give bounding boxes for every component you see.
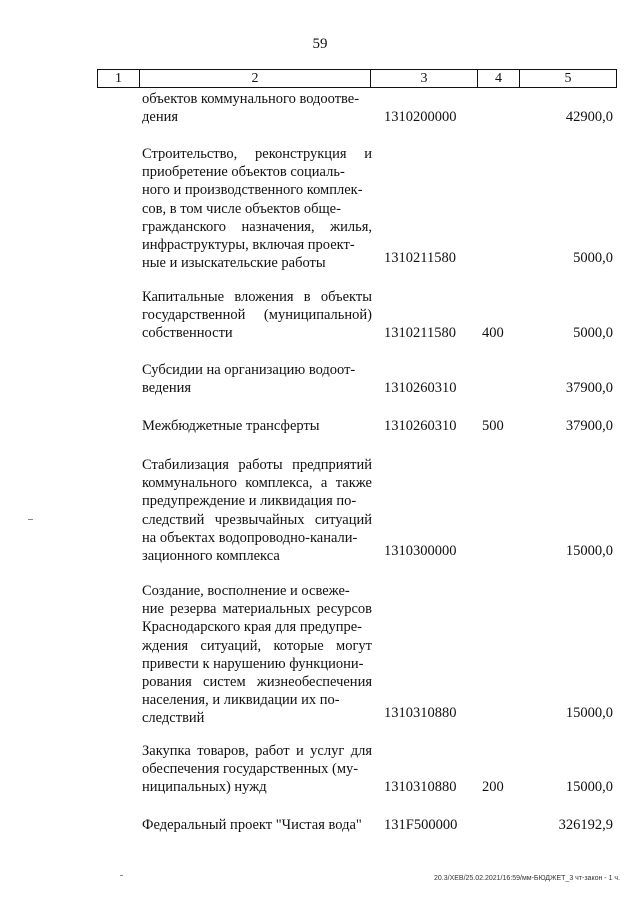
column-header-1: 1 <box>98 70 140 88</box>
row-code: 1310200000 <box>384 108 457 125</box>
column-header-2: 2 <box>140 70 371 88</box>
column-header-3: 3 <box>371 70 478 88</box>
row-amount: 42900,0 <box>565 108 613 125</box>
row-code: 1310211580 <box>384 249 456 266</box>
row-amount: 5000,0 <box>573 324 613 341</box>
row-description: объектов коммунального водоотве- дения <box>142 91 360 126</box>
row-amount: 15000,0 <box>565 542 613 559</box>
column-header-4: 4 <box>478 70 520 88</box>
table-row <box>0 816 640 834</box>
table-row <box>0 742 640 796</box>
margin-mark <box>28 519 33 520</box>
row-amount: 15000,0 <box>565 704 613 721</box>
row-expense-type: 500 <box>482 417 504 434</box>
row-code: 1310310880 <box>384 704 457 721</box>
row-description: Закупка товаров, работ и услуг для обеспечения государственных (му- ниципальных) нужд <box>142 743 372 796</box>
row-code: 1310300000 <box>384 542 457 559</box>
table-row <box>0 456 640 565</box>
row-amount: 37900,0 <box>565 379 613 396</box>
row-code: 1310211580 <box>384 324 456 341</box>
column-header-table <box>97 69 617 88</box>
row-amount: 15000,0 <box>565 778 613 795</box>
document-footer: 20.3/ХЕВ/25.02.2021/16:59/мм-БЮДЖЕТ_3 чт-закон - 1 ч. <box>434 875 620 882</box>
row-description: Создание, восполнение и освеже- ние резерва материальных ресурсов Краснодарского края для предупре- ждения ситуаций, которые могут привести к нарушению функциони- рования систем жизнеобеспечения населения, и ликвидации их по- следствий <box>142 583 372 727</box>
row-expense-type: 200 <box>482 778 504 795</box>
row-description: Строительство, реконструкция и приобретение объектов социаль- ного и производственного комплек- сов, в том числе объектов обще- гражданского назначения, жилья, инфраструктуры, включая проект- ные и изыскательские работы <box>142 146 372 272</box>
row-amount: 37900,0 <box>565 417 613 434</box>
table-row <box>0 361 640 397</box>
row-code: 1310260310 <box>384 417 457 434</box>
table-row <box>0 145 640 272</box>
row-code: 1310310880 <box>384 778 457 795</box>
margin-mark <box>120 875 123 876</box>
table-row <box>0 417 640 435</box>
table-row <box>0 90 640 126</box>
column-header-row <box>98 70 617 88</box>
row-description: Федеральный проект "Чистая вода" <box>142 817 362 833</box>
row-code: 1310260310 <box>384 379 457 396</box>
row-description: Субсидии на организацию водоот- ведения <box>142 362 356 397</box>
table-row <box>0 582 640 727</box>
row-amount: 326192,9 <box>558 816 613 833</box>
table-row <box>0 288 640 342</box>
row-amount: 5000,0 <box>573 249 613 266</box>
row-description: Межбюджетные трансферты <box>142 418 320 434</box>
column-header-5: 5 <box>520 70 617 88</box>
page-number: 59 <box>312 36 328 52</box>
row-code: 131F500000 <box>384 816 458 833</box>
row-description: Капитальные вложения в объекты государственной (муниципальной) собственности <box>142 289 372 342</box>
row-description: Стабилизация работы предприятий коммунального комплекса, а также предупреждение и ликвидация по- следствий чрезвычайных ситуаций на объектах водопроводно-канали- зационного комплекса <box>142 457 372 565</box>
row-expense-type: 400 <box>482 324 504 341</box>
